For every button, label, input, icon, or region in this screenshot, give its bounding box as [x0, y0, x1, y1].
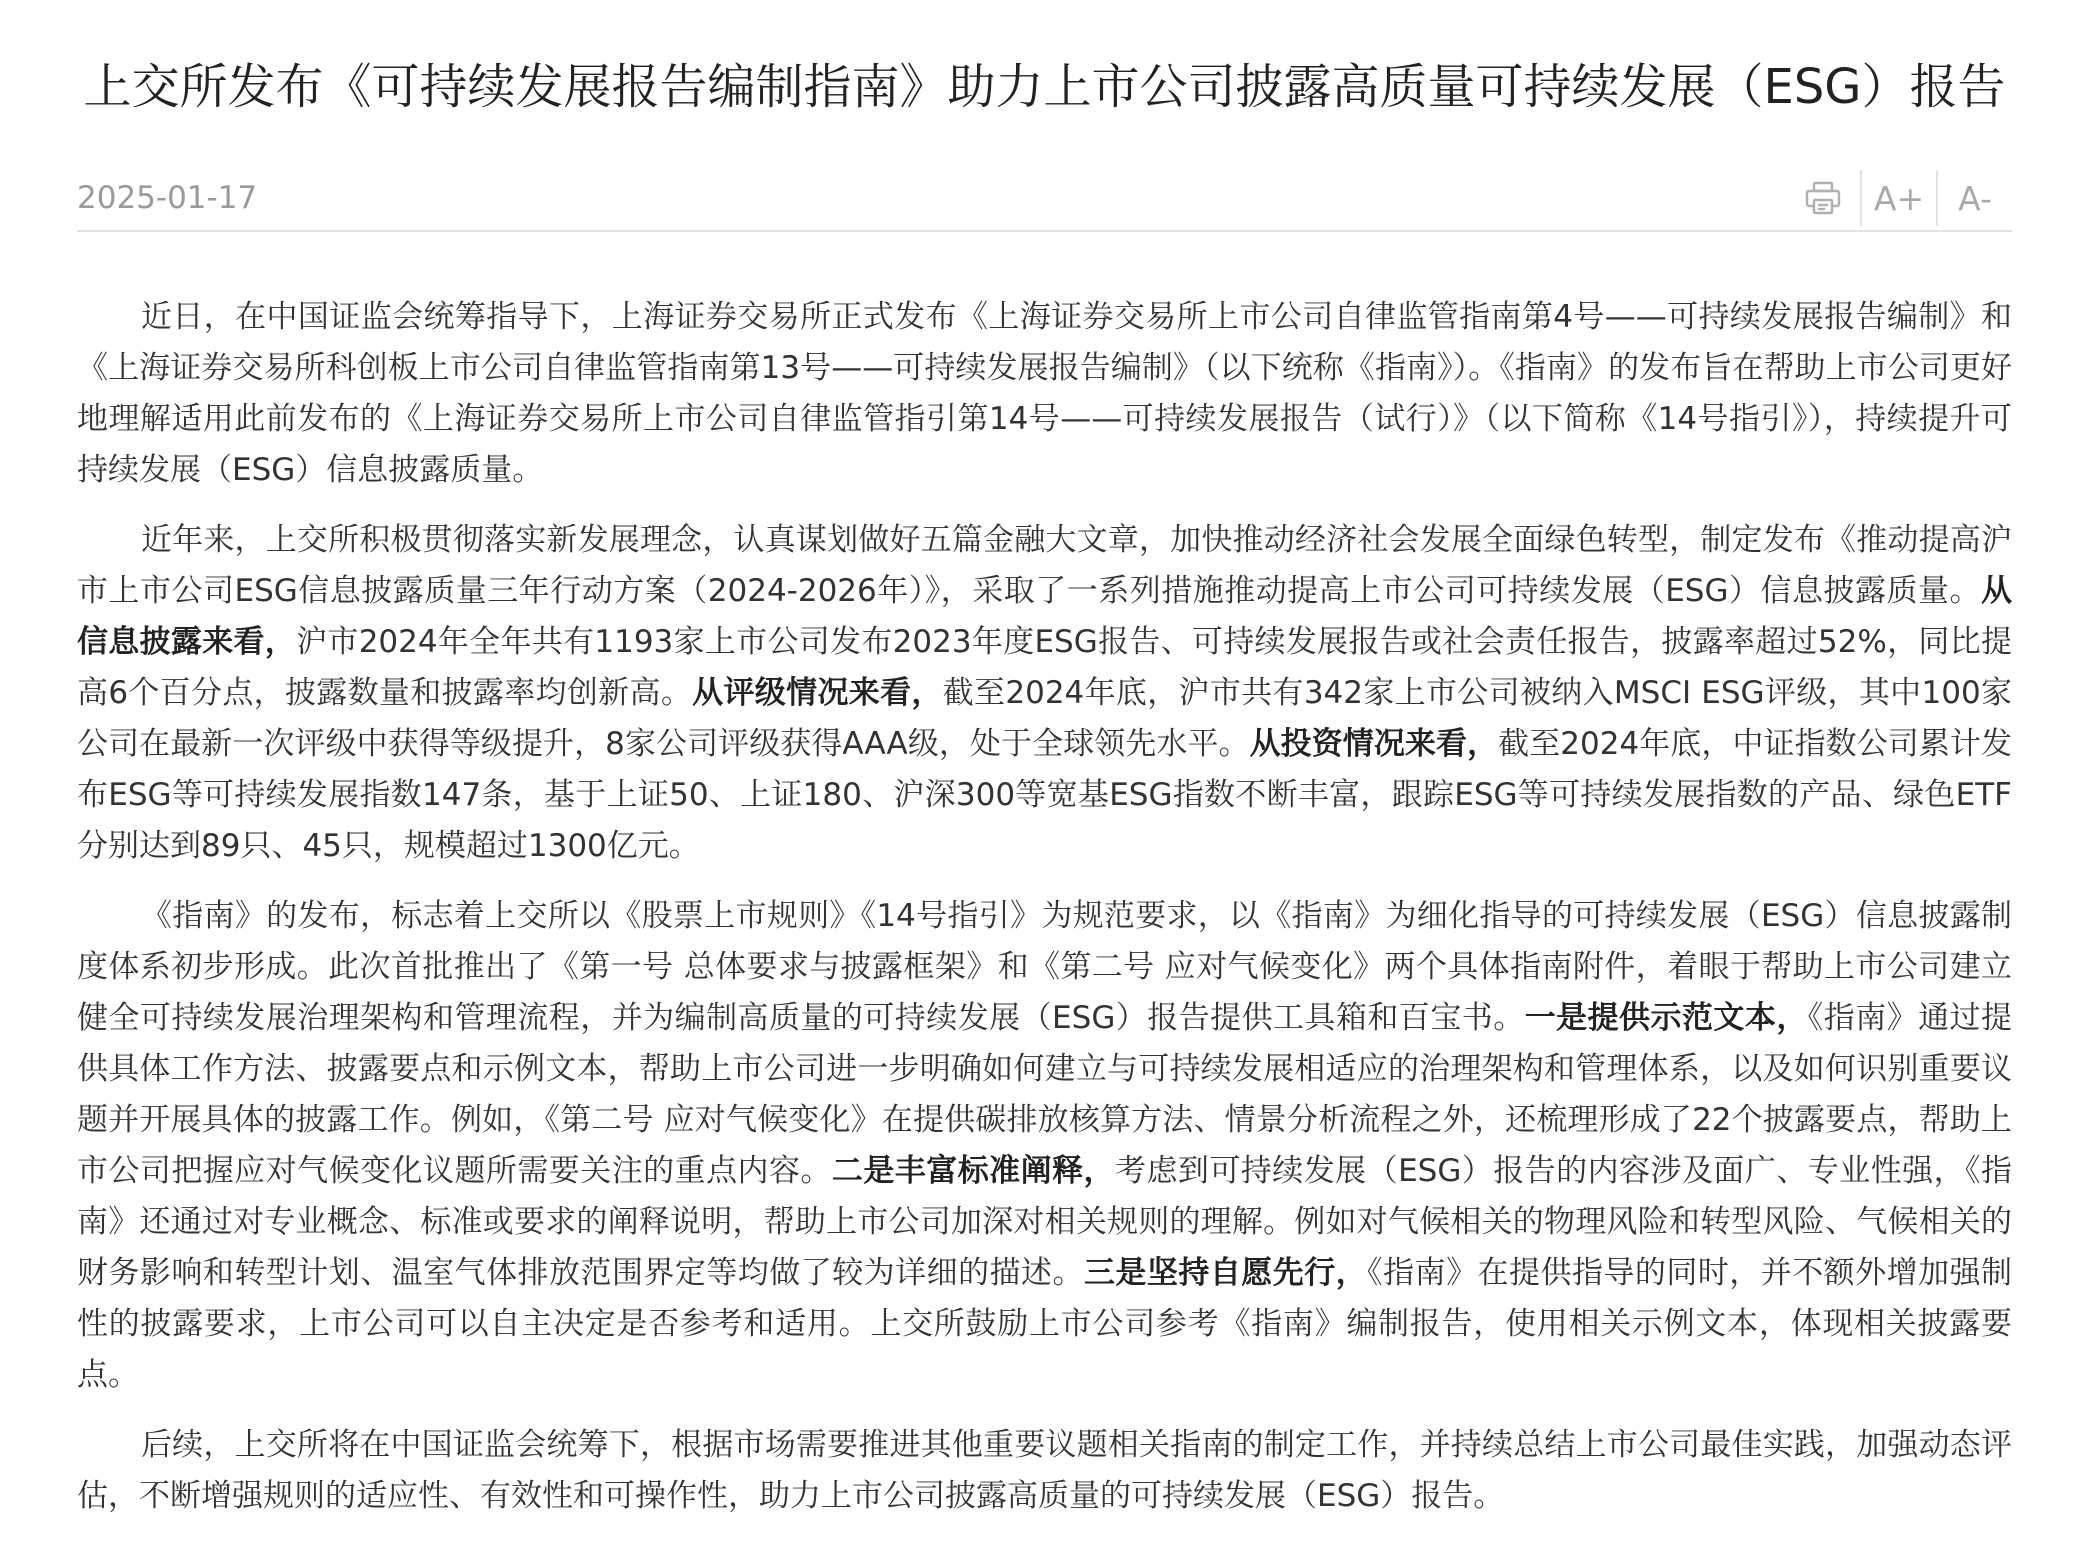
- article-toolbar: [1786, 170, 2012, 226]
- paragraph-text: 《指南》在提供指导的同时，并不额外增加强制性的披露要求，上市公司可以自主决定是否参考和适用。上交所鼓励上市公司参考《指南》编制报告，使用相关示例文本，体现相关披露要点。: [77, 1255, 2013, 1393]
- article-meta-bar: [77, 170, 2012, 232]
- font-decrease-icon: A-: [1958, 178, 1992, 218]
- paragraph-text: 后续，上交所将在中国证监会统筹下，根据市场需要推进其他重要议题相关指南的制定工作，并持续总结上市公司最佳实践，加强动态评估，不断增强规则的适应性、有效性和可操作性，助力上市公司披露高质量的可持续发展（ESG）报告。: [77, 1427, 2012, 1514]
- paragraph-3: [77, 891, 2012, 1401]
- print-button[interactable]: [1786, 170, 1860, 226]
- bold-lead: 从投资情况来看，: [1249, 726, 1499, 762]
- bold-lead: 二是丰富标准阐释，: [831, 1153, 1115, 1189]
- paragraph-2: [77, 515, 2012, 872]
- bold-lead: 从信息披露来看，: [77, 573, 2012, 660]
- printer-icon: [1805, 181, 1841, 215]
- paragraph-1: [77, 292, 2012, 496]
- bold-lead: 从评级情况来看，: [692, 675, 943, 711]
- paragraph-4: [77, 1420, 2012, 1522]
- paragraph-text: 沪市2024年全年共有1193家上市公司发布2023年度ESG报告、可持续发展报告或社会责任报告，披露率超过52%，同比提高6个百分点，披露数量和披露率均创新高。: [77, 624, 2012, 711]
- bold-lead: 三是坚持自愿先行，: [1083, 1255, 1368, 1291]
- font-increase-button[interactable]: [1860, 170, 1936, 226]
- paragraph-text: 考虑到可持续发展（ESG）报告的内容涉及面广、专业性强，《指南》还通过对专业概念、标准或要求的阐释说明，帮助上市公司加深对相关规则的理解。例如对气候相关的物理风险和转型风险、气候相关的财务影响和转型计划、温室气体排放范围界定等均做了较为详细的描述。: [77, 1153, 2013, 1291]
- paragraph-text: 《指南》通过提供具体工作方法、披露要点和示例文本，帮助上市公司进一步明确如何建立与可持续发展相适应的治理架构和管理体系，以及如何识别重要议题并开展具体的披露工作。例如，《第二号 应对气候变化》在提供碳排放核算方法、情景分析流程之外，还梳理形成了22个披露要点，帮助上市公司把握应对气候变化议题所需要关注的重点内容。: [77, 1000, 2013, 1189]
- publish-date: 2025-01-17: [77, 180, 258, 216]
- paragraph-text: 《指南》的发布，标志着上交所以《股票上市规则》《14号指引》为规范要求，以《指南》为细化指导的可持续发展（ESG）信息披露制度体系初步形成。此次首批推出了《第一号 总体要求与披露框架》和《第二号 应对气候变化》两个具体指南附件，着眼于帮助上市公司建立健全可持续发展治理架构和管理流程，并为编制高质量的可持续发展（ESG）报告提供工具箱和百宝书。: [77, 898, 2012, 1036]
- font-decrease-button[interactable]: [1936, 170, 2012, 226]
- article-title: 上交所发布《可持续发展报告编制指南》助力上市公司披露高质量可持续发展（ESG）报告: [83, 59, 2006, 115]
- bold-lead: 一是提供示范文本，: [1524, 1000, 1808, 1036]
- paragraph-text: 近日，在中国证监会统筹指导下，上海证券交易所正式发布《上海证券交易所上市公司自律监管指南第4号——可持续发展报告编制》和《上海证券交易所科创板上市公司自律监管指南第13号——可持续发展报告编制》（以下统称《指南》）。《指南》的发布旨在帮助上市公司更好地理解适用此前发布的《上海证券交易所上市公司自律监管指引第14号——可持续发展报告（试行）》（以下简称《14号指引》），持续提升可持续发展（ESG）信息披露质量。: [77, 299, 2012, 488]
- paragraph-text: 截至2024年底，中证指数公司累计发布ESG等可持续发展指数147条，基于上证50、上证180、沪深300等宽基ESG指数不断丰富，跟踪ESG等可持续发展指数的产品、绿色ETF分别达到89只、45只，规模超过1300亿元。: [77, 726, 2012, 864]
- paragraph-text: 近年来，上交所积极贯彻落实新发展理念，认真谋划做好五篇金融大文章，加快推动经济社会发展全面绿色转型，制定发布《推动提高沪市上市公司ESG信息披露质量三年行动方案（2024-2026年）》，采取了一系列措施推动提高上市公司可持续发展（ESG）信息披露质量。: [77, 522, 2012, 609]
- font-increase-icon: A+: [1873, 178, 1925, 218]
- paragraph-text: 截至2024年底，沪市共有342家上市公司被纳入MSCI ESG评级，其中100家公司在最新一次评级中获得等级提升，8家公司评级获得AAA级，处于全球领先水平。: [77, 675, 2012, 762]
- article-body: [77, 292, 2012, 1541]
